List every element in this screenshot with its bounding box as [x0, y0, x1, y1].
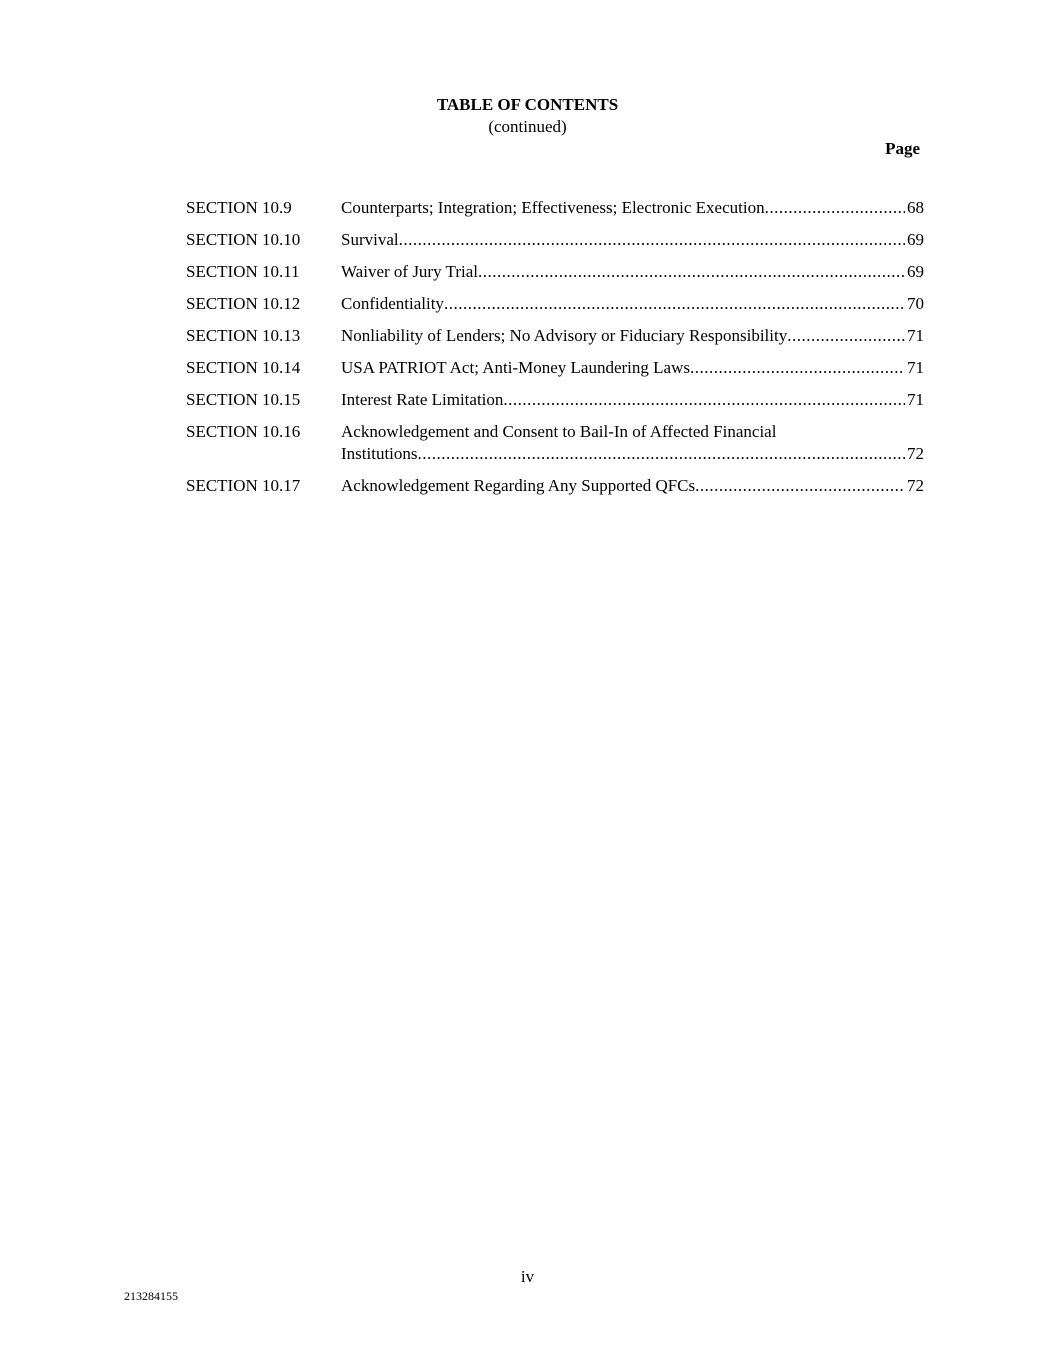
- toc-section-number: SECTION 10.15: [186, 390, 301, 409]
- toc-section-title-continued: Institutions: [341, 444, 418, 463]
- toc-entry[interactable]: [186, 261, 924, 283]
- page-column-label: Page: [885, 139, 920, 158]
- toc-section-title: Confidentiality: [341, 294, 444, 313]
- toc-entry[interactable]: [186, 197, 924, 219]
- toc-heading: TABLE OF CONTENTS: [436, 95, 619, 114]
- toc-section-title: Waiver of Jury Trial: [341, 262, 478, 281]
- toc-entry[interactable]: [186, 421, 924, 465]
- toc-page-number: 71: [907, 390, 924, 409]
- toc-section-title: Acknowledgement Regarding Any Supported QFCs: [341, 476, 696, 495]
- toc-leader-dots: [418, 443, 905, 465]
- toc-leader-dots: [787, 325, 905, 347]
- toc-section-title: Acknowledgement and Consent to Bail-In of Affected Financial: [341, 422, 777, 441]
- toc-leader-dots: [399, 229, 905, 251]
- toc-section-number: SECTION 10.10: [186, 230, 301, 249]
- page-number-footer: iv: [520, 1267, 535, 1286]
- toc-page-number: 69: [907, 230, 924, 249]
- toc-section-title: Survival: [341, 230, 399, 249]
- toc-leader-dots: [503, 389, 905, 411]
- toc-page-number: 72: [907, 476, 924, 495]
- toc-section-title: Counterparts; Integration; Effectiveness; Electronic Execution: [341, 198, 765, 217]
- toc-entry[interactable]: [186, 293, 924, 315]
- toc-page-number: 71: [907, 358, 924, 377]
- toc-section-title: Interest Rate Limitation: [341, 390, 504, 409]
- toc-page-number: 71: [907, 326, 924, 345]
- toc-section-number: SECTION 10.14: [186, 358, 301, 377]
- toc-leader-dots: [478, 261, 905, 283]
- toc-page-number: 68: [907, 198, 924, 217]
- toc-entry[interactable]: [186, 325, 924, 347]
- toc-page-number: 72: [907, 444, 924, 463]
- toc-leader-dots: [695, 475, 905, 497]
- toc-section-title: USA PATRIOT Act; Anti-Money Laundering Laws: [341, 358, 690, 377]
- toc-continued-label: (continued): [488, 117, 567, 136]
- toc-leader-dots: [690, 357, 905, 379]
- toc-page-number: 70: [907, 294, 924, 313]
- toc-leader-dots: [444, 293, 905, 315]
- toc-page-number: 69: [907, 262, 924, 281]
- toc-section-number: SECTION 10.17: [186, 476, 301, 495]
- toc-entry[interactable]: [186, 229, 924, 251]
- toc-leader-dots: [765, 197, 905, 219]
- toc-section-number: SECTION 10.9: [186, 198, 292, 217]
- toc-section-number: SECTION 10.12: [186, 294, 301, 313]
- toc-list: [186, 197, 924, 507]
- toc-section-title: Nonliability of Lenders; No Advisory or Fiduciary Responsibility: [341, 326, 788, 345]
- document-id: 213284155: [124, 1289, 178, 1303]
- toc-entry[interactable]: [186, 475, 924, 497]
- toc-entry[interactable]: [186, 357, 924, 379]
- toc-entry[interactable]: [186, 389, 924, 411]
- toc-section-number: SECTION 10.13: [186, 326, 301, 345]
- toc-section-number: SECTION 10.16: [186, 422, 301, 441]
- toc-section-number: SECTION 10.11: [186, 262, 300, 281]
